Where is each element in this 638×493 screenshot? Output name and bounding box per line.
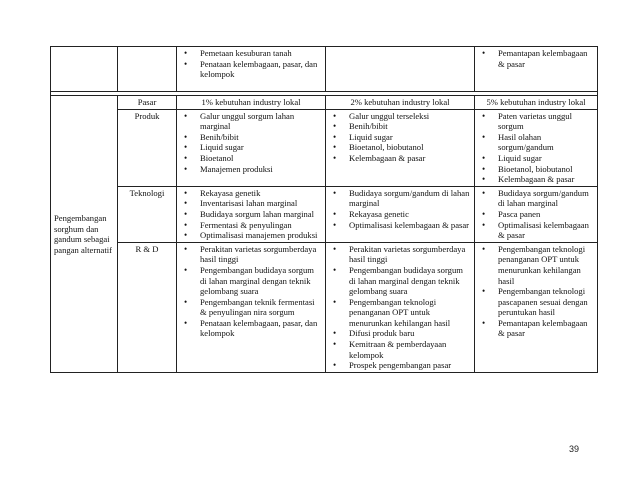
list-item: • Pasca panen [478, 209, 594, 220]
header-col1: 1% kebutuhan industry lokal [177, 96, 326, 110]
bullet-list [478, 48, 594, 69]
list-item: • Optimalisasi manajemen produksi [180, 230, 322, 241]
list-item: • Fermentasi & penyulingan [180, 220, 322, 231]
produk-row [51, 109, 598, 186]
list-item: • Kemitraan & pemberdayaan kelompok [329, 339, 471, 360]
list-item: • Paten varietas unggul sorgum [478, 111, 594, 132]
list-item: • Bioetanol [180, 153, 322, 164]
list-item: • Pengembangan teknologi pascapanen sesuai dengan peruntukan hasil [478, 286, 594, 318]
row-label: Pengembangan sorghum dan gandum sebagai pangan alternatif [54, 213, 112, 256]
list-item: • Optimalisasi kelembagaan & pasar [329, 220, 471, 231]
list-item: • Bioetanol, biobutanol [478, 164, 594, 175]
teknologi-col1 [177, 186, 326, 242]
list-item: • Pemantapan kelembagaan & pasar [478, 48, 594, 69]
list-item: • Hasil olahan sorgum/gandum [478, 132, 594, 153]
list-item: • Pengembangan teknologi penanganan OPT untuk menurunkan kehilangan hasil [478, 244, 594, 286]
list-item: • Pengembangan teknologi penanganan OPT untuk menurunkan kehilangan hasil [329, 297, 471, 329]
bullet-list [329, 244, 471, 371]
list-item: • Kelembagaan & pasar [329, 153, 471, 164]
bullet-list [180, 188, 322, 241]
bullet-list [180, 111, 322, 175]
list-item: • Pemantapan kelembagaan & pasar [478, 318, 594, 339]
list-item: • Budidaya sorgum/gandum di lahan marginal [329, 188, 471, 209]
bullet-list [329, 111, 471, 164]
list-item: • Optimalisasi kelembagaan & pasar [478, 220, 594, 241]
rnd-row [51, 242, 598, 372]
rnd-col2 [326, 242, 475, 372]
list-item: • Liquid sugar [329, 132, 471, 143]
list-item: • Perakitan varietas sorgumberdaya hasil tinggi [180, 244, 322, 265]
bullet-list [329, 188, 471, 230]
bullet-list [180, 48, 322, 80]
list-item: • Pengembangan teknik fermentasi & penyulingan nira sorgum [180, 297, 322, 318]
list-item: • Rekayasa genetik [180, 188, 322, 199]
top-row-col1-cell [177, 47, 326, 92]
list-item: • Rekayasa genetic [329, 209, 471, 220]
page-number: 39 [569, 444, 580, 454]
list-item: • Benih/bibit [180, 132, 322, 143]
bullet-list [180, 244, 322, 339]
top-row [51, 47, 598, 92]
list-item: • Pengembangan budidaya sorgum di lahan marginal dengan teknik gelombang suara [180, 265, 322, 297]
bullet-list [478, 188, 594, 241]
header-col3: 5% kebutuhan industry lokal [475, 96, 598, 110]
bullet-list [478, 111, 594, 185]
header-pasar: Pasar [118, 96, 177, 110]
list-item: • Galur unggul sorgum lahan marginal [180, 111, 322, 132]
list-item: • Pemetaan kesuburan tanah [180, 48, 322, 59]
roadmap-table [50, 46, 598, 373]
list-item: • Penataan kelembagaan, pasar, dan kelompok [180, 59, 322, 80]
list-item: • Budidaya sorgum/gandum di lahan marginal [478, 188, 594, 209]
list-item: • Perakitan varietas sorgumberdaya hasil tinggi [329, 244, 471, 265]
teknologi-row [51, 186, 598, 242]
top-row-sub-cell [118, 47, 177, 92]
top-row-label-cell [51, 47, 118, 92]
top-row-col3-cell [475, 47, 598, 92]
list-item: • Liquid sugar [180, 142, 322, 153]
bullet-list [478, 244, 594, 339]
list-item: • Budidaya sorgum lahan marginal [180, 209, 322, 220]
top-row-col2-cell [326, 47, 475, 92]
list-item: • Difusi produk baru [329, 328, 471, 339]
rnd-col1 [177, 242, 326, 372]
list-item: • Liquid sugar [478, 153, 594, 164]
produk-col1 [177, 109, 326, 186]
list-item: • Galur unggul terseleksi [329, 111, 471, 122]
teknologi-col2 [326, 186, 475, 242]
produk-col3 [475, 109, 598, 186]
header-col2: 2% kebutuhan industry lokal [326, 96, 475, 110]
teknologi-col3 [475, 186, 598, 242]
list-item: • Prospek pengembangan pasar [329, 360, 471, 371]
row-label-cell [51, 96, 118, 373]
list-item: • Pengembangan budidaya sorgum di lahan marginal dengan teknik gelombang suara [329, 265, 471, 297]
rnd-col3 [475, 242, 598, 372]
produk-col2 [326, 109, 475, 186]
list-item: • Bioetanol, biobutanol [329, 142, 471, 153]
list-item: • Benih/bibit [329, 121, 471, 132]
list-item: • Inventarisasi lahan marginal [180, 198, 322, 209]
header-row [51, 96, 598, 110]
rnd-label: R & D [118, 242, 177, 372]
list-item: • Penataan kelembagaan, pasar, dan kelompok [180, 318, 322, 339]
list-item: • Manajemen produksi [180, 164, 322, 175]
list-item: • Kelembagaan & pasar [478, 174, 594, 185]
produk-label: Produk [118, 109, 177, 186]
teknologi-label: Teknologi [118, 186, 177, 242]
